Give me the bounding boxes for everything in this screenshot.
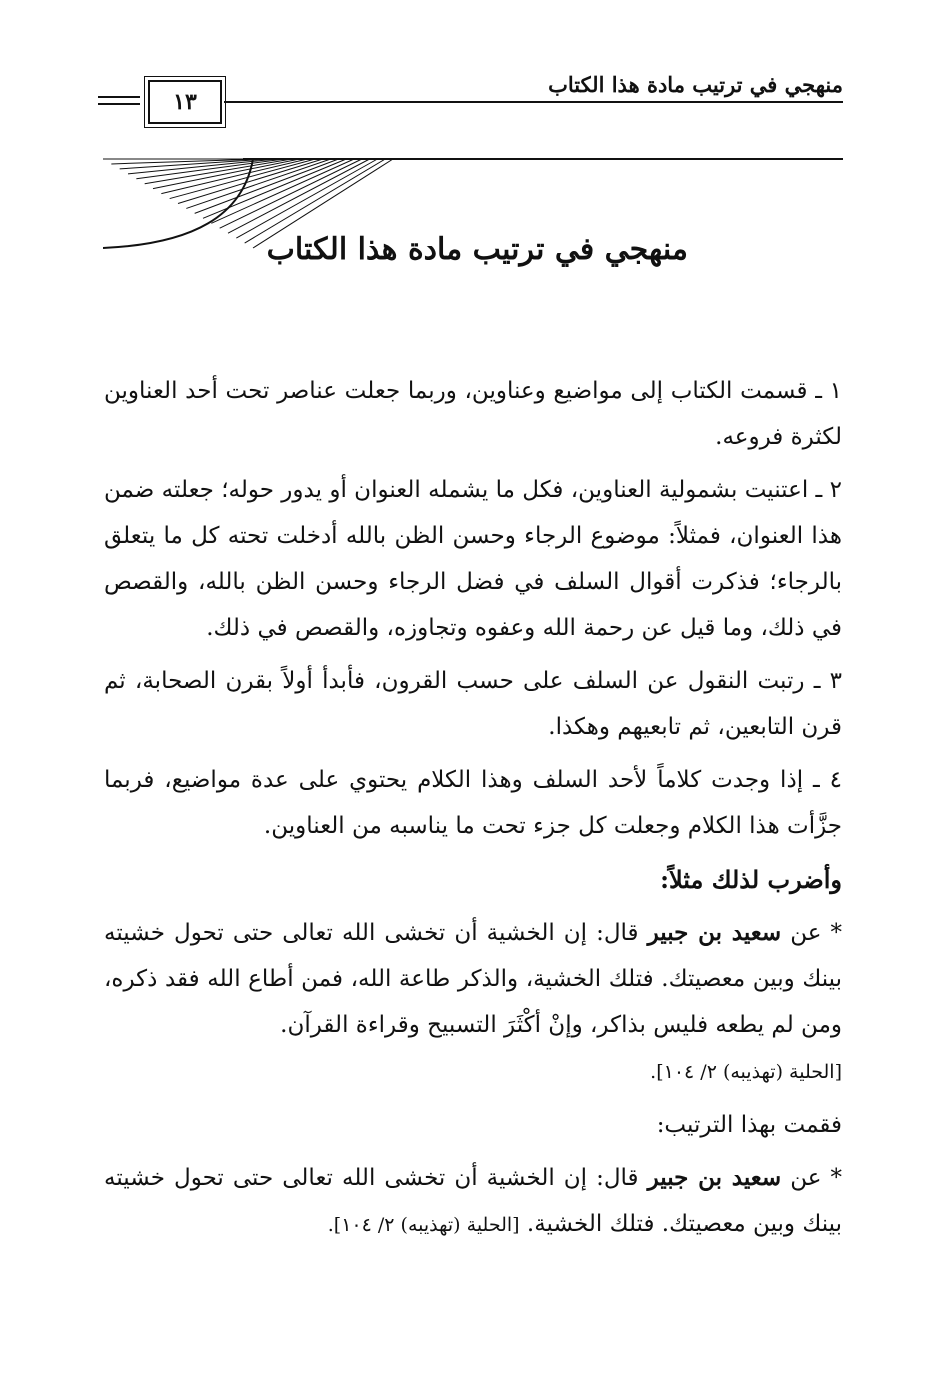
running-header [98,62,843,132]
example-heading: وأضرب لذلك مثلاً: [660,865,842,894]
running-header-title: منهجي في ترتيب مادة هذا الكتاب [548,72,843,97]
paragraph-3: ٣ ـ رتبت النقول عن السلف على حسب القرون، فأبدأ أولاً بقرن الصحابة، ثم قرن التابعين، ثم تابعيهم وهكذا. [104,668,842,740]
example-2-text: قال: إن الخشية أن تخشى الله تعالى حتى تحول خشيته بينك وبين معصيتك. فتلك الخشية. [104,1165,842,1237]
chapter-title: منهجي في ترتيب مادة هذا الكتاب [266,232,688,267]
paragraph-4: ٤ ـ إذا وجدت كلاماً لأحد السلف وهذا الكلام يحتوي على عدة مواضيع، فربما جزَّأت هذا الكلام وجعلت كل جزء تحت ما يناسبه من العناوين. [104,767,842,839]
header-rule [224,101,843,103]
example-1 [104,910,842,1095]
paragraph-1: ١ ـ قسمت الكتاب إلى مواضيع وعناوين، وربما جعلت عناصر تحت أحد العناوين لكثرة فروعه. [104,378,842,450]
example-2 [104,1155,842,1248]
paragraph-2: ٢ ـ اعتنيت بشمولية العناوين، فكل ما يشمله العنوان أو يدور حوله؛ جعلته ضمن هذا العنوان، فمثلاً: موضوع الرجاء وحسن الظن بالله أدخلت تحته كل ما يتعلق بالرجاء؛ فذكرت أقوال السلف في فضل الرجاء وحسن الظن بالله، والقصص في ذلك، وما قيل عن رحمة الله وعفوه وتجاوزه، والقصص في ذلك. [104,477,842,641]
body-text [104,368,842,1255]
header-dash-top [98,96,140,98]
example-1-prefix: * عن [790,920,843,946]
example-2-citation: [الحلية (تهذيبه) ٢/ ١٠٤]. [327,1214,520,1236]
header-dash-bottom [98,103,140,105]
arranged-label: فقمت بهذا الترتيب: [656,1112,842,1138]
example-1-text: قال: إن الخشية أن تخشى الله تعالى حتى تحول خشيته بينك وبين معصيتك. فتلك الخشية، والذكر طاعة الله، فمن أطاع الله فقد ذكره، ومن لم يطعه فليس بذاكر، وإنْ أكْثَرَ التسبيح وقراءة القرآن. [104,920,842,1038]
example-1-citation: [الحلية (تهذيبه) ٢/ ١٠٤]. [650,1061,842,1083]
example-1-name: سعيد بن جبير [647,919,782,946]
example-2-prefix: * عن [790,1165,843,1191]
example-2-name: سعيد بن جبير [647,1164,782,1191]
ornament-line [186,159,330,208]
page-number: ١٣ [148,80,222,124]
